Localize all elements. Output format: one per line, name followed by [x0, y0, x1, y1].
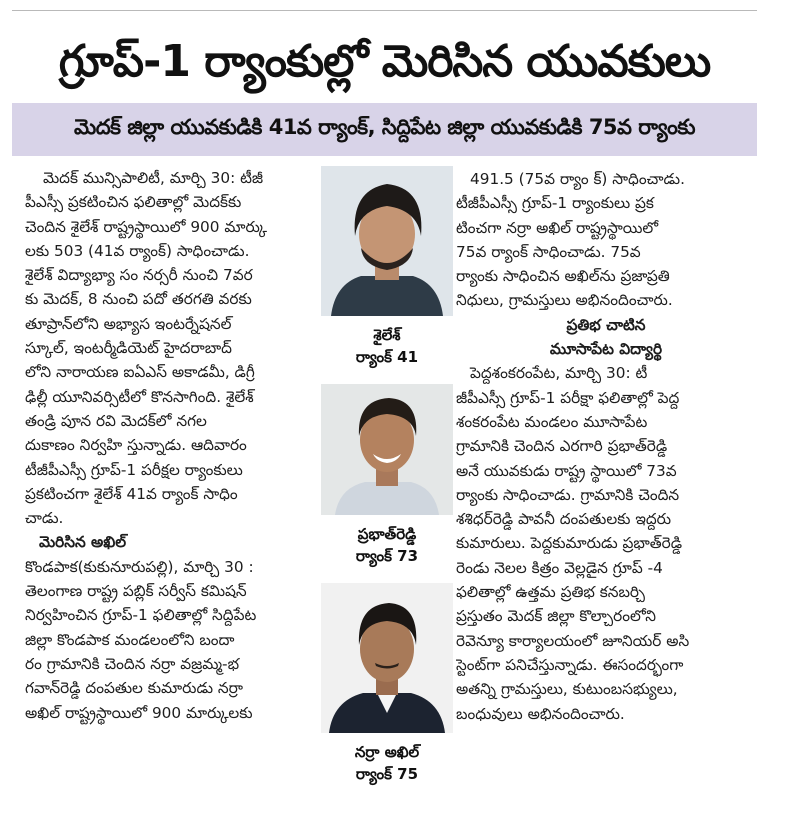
text-line: ర్యాంకు సాధించిన అఖిల్‌ను ప్రజాప్రతి: [456, 267, 670, 286]
text-line: అఖిల్ రాష్ట్రస్థాయిలో 900 మార్కులకు: [25, 703, 253, 722]
subheading: మెరిసిన అఖిల్: [39, 533, 127, 552]
medak-article: [25, 166, 315, 530]
subheadline: మెదక్ జిల్లా యువకుడికి 41వ ర్యాంక్, సిద్దిపేట జిల్లా యువకుడికి 75వ ర్యాంకు: [74, 114, 695, 139]
prabhath-photo: [321, 384, 453, 515]
shailesh-photo: [321, 166, 453, 316]
text-line: కు మెదక్, 8 నుంచి పదో తరగతి వరకు: [25, 290, 252, 309]
text-line: ఢిల్లీ యూనివర్సిటీలో కొనసాగింది. శైలేశ్: [25, 387, 254, 406]
text-line: ప్రస్తుతం మెదక్ జిల్లా కొల్చారంలోని: [456, 607, 657, 626]
text-line: తూప్రాన్‌లోని అభ్యాస ఇంటర్నేషనల్: [25, 314, 232, 333]
text-line: తండ్రి పూన రవి మెదక్‌లో నగల: [25, 411, 207, 430]
akhil-article-continued: [456, 167, 756, 313]
akhil-caption: [321, 741, 453, 785]
right-column: [456, 167, 756, 726]
text-line: మెదక్ మున్సిపాలిటీ, మార్చి 30: టీజీ: [43, 169, 264, 187]
text-line: జీపీఎస్సీ గ్రూప్-1 పరీక్షా ఫలితాల్లో పెద్ద: [456, 388, 680, 407]
text-line: లోని నారాయణ ఐఏఎస్ అకాడమీ, డిగ్రీ: [25, 363, 255, 382]
text-line: రం గ్రామానికి చెందిన నర్రా వజ్రమ్మ-భ: [25, 654, 240, 673]
akhil-photo: [321, 583, 453, 733]
text-line: గవాన్‌రెడ్డి దంపతుల కుమారుడు నర్రా: [25, 679, 244, 698]
article-heading: మూసాపేట విద్యార్థి: [549, 340, 663, 359]
photo-rank: ర్యాంక్ 75: [355, 765, 419, 783]
text-line: కొండపాక(కుకునూరుపల్లి), మార్చి 30 :: [25, 557, 254, 576]
left-column: [25, 166, 315, 725]
subheadline-band: [12, 103, 757, 156]
text-line: శశిధర్‌రెడ్డి పావనీ దంపతులకు ఇద్దరు: [456, 510, 672, 529]
photo-name: ప్రభాత్‌రెడ్డి: [357, 525, 417, 543]
photo-rank: ర్యాంక్ 41: [355, 348, 419, 366]
text-line: ప్రకటించగా శైలేశ్ 41వ ర్యాంక్ సాధిం: [25, 484, 238, 503]
photo-rank: ర్యాంక్ 73: [355, 547, 419, 565]
text-line: అతన్ని గ్రామస్తులు, కుటుంబసభ్యులు,: [456, 680, 678, 699]
text-line: కుమారులు. పెద్దకుమారుడు ప్రభాత్‌రెడ్డి: [456, 534, 683, 553]
text-line: టించగా నర్రా అఖిల్ రాష్ట్రస్థాయిలో: [456, 218, 659, 237]
text-line: దుకాణం నిర్వహి స్తున్నాడు. ఆదివారం: [25, 436, 247, 455]
prabhath-caption: [321, 523, 453, 567]
text-line: 491.5 (75వ ర్యాం క్) సాధించాడు.: [470, 170, 685, 188]
portrait-prabhath: [321, 384, 453, 515]
prabhath-article: [456, 313, 756, 726]
text-line: పీఎస్సీ ప్రకటించిన ఫలితాల్లో మెదక్‌కు: [25, 193, 242, 212]
photo-name: నర్రా అఖిల్: [354, 743, 420, 761]
text-line: నిధులు, గ్రామస్తులు అభినందించారు.: [456, 291, 673, 310]
text-line: చాడు.: [25, 509, 64, 528]
text-line: రెండు నెలల కిత్రం వెల్లడైన గ్రూప్ -4: [456, 558, 663, 577]
text-line: టీజీపీఎస్సీ గ్రూప్-1 ర్యాంకులు ప్రక: [456, 194, 654, 213]
article-heading: ప్రతిభ చాటిన: [566, 315, 646, 334]
portrait-shailesh: [321, 166, 453, 316]
text-line: లకు 503 (41వ ర్యాంక్) సాధించాడు.: [25, 241, 250, 260]
text-line: రెవెన్యూ కార్యాలయంలో జూనియర్ అసి: [456, 631, 690, 650]
text-line: నిర్వహించిన గ్రూప్-1 ఫలితాల్లో సిద్దిపేట: [25, 606, 257, 625]
akhil-article: [25, 530, 315, 724]
text-line: గ్రామానికి చెందిన ఎరగారి ప్రభాత్‌రెడ్డి: [456, 437, 668, 456]
text-line: ఫలితాల్లో ఉత్తమ ప్రతిభ కనబర్చి: [456, 583, 645, 602]
text-line: టీజీపీఎస్సీ గ్రూప్-1 పరీక్షల ర్యాంకులు: [25, 460, 243, 479]
text-line: చెందిన శైలేశ్ రాష్ట్రస్థాయిలో 900 మార్కు: [25, 217, 267, 236]
text-line: శైలేశ్ విద్యాభ్యా సం నర్సరీ నుంచి 7వర: [25, 266, 253, 285]
text-line: స్కూల్, ఇంటర్మీడియెట్ హైదరాబాద్: [25, 339, 232, 358]
text-line: ర్యాంకు సాధించాడు. గ్రామానికి చెందిన: [456, 485, 680, 504]
text-line: అనే యువకుడు రాష్ట్ర స్థాయిలో 73వ: [456, 461, 677, 480]
headline: గ్రూప్-1 ర్యాంకుల్లో మెరిసిన యువకులు: [58, 36, 711, 87]
text-line: పెద్దశంకరంపేట, మార్చి 30: టీ: [470, 364, 648, 383]
text-line: జిల్లా కొండపాక మండలంలోని బందా: [25, 630, 235, 649]
text-line: బంధువులు అభినందించారు.: [456, 704, 625, 723]
text-line: స్టెంట్‌గా పనిచేస్తున్నాడు. ఈసందర్భంగా: [456, 655, 684, 674]
text-line: 75వ ర్యాంక్ సాధించాడు. 75వ: [456, 242, 641, 261]
photo-name: శైలేశ్: [373, 326, 401, 344]
top-rule: [12, 10, 757, 11]
portrait-akhil: [321, 583, 453, 733]
text-line: తెలంగాణ రాష్ట్ర పబ్లిక్ సర్వీస్ కమిషన్: [25, 582, 247, 601]
text-line: శంకరంపేట మండలం మూసాపేట: [456, 412, 648, 431]
shailesh-caption: [321, 324, 453, 368]
